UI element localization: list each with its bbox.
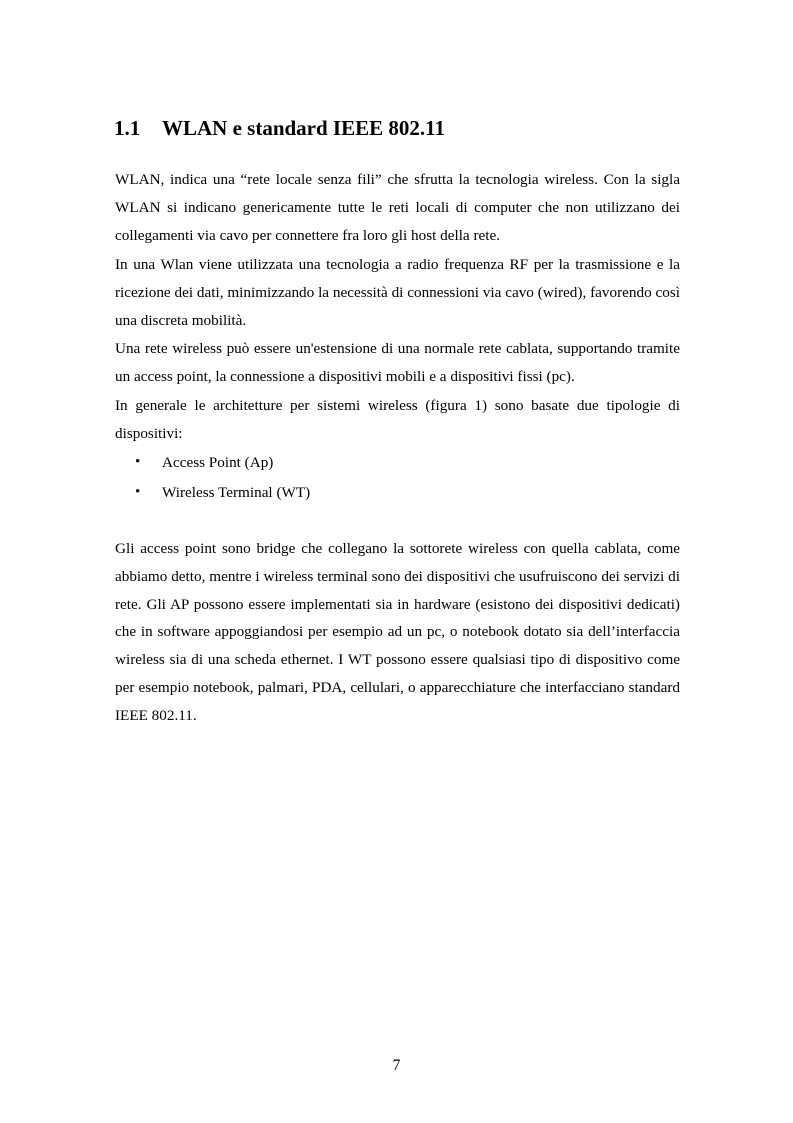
bullet-icon: • — [135, 454, 141, 471]
paragraph-architectures: In generale le architetture per sistemi wireless (figura 1) sono basate due tipologie di dispositivi: — [115, 396, 680, 442]
paragraph-wlan-definition: WLAN, indica una “rete locale senza fili” che sfrutta la tecnologia wireless. Con la sigla WLAN si indicano genericamente tutte le reti locali di computer che non utilizzano dei collegamenti via cavo per connettere fra loro gli host della rete. — [115, 171, 680, 245]
body-text — [115, 166, 680, 730]
bullet-icon: • — [135, 483, 141, 500]
list-item — [115, 448, 680, 478]
list-item — [115, 478, 680, 508]
device-type-list — [115, 448, 680, 507]
paragraph-rf-technology: In una Wlan viene utilizzata una tecnologia a radio frequenza RF per la trasmissione e la ricezione dei dati, minimizzando la necessità di connessioni via cavo (wired), favorendo così una discreta mobilità. — [115, 255, 680, 330]
section-title: WLAN e standard IEEE 802.11 — [162, 116, 445, 140]
paragraph-wireless-extension: Una rete wireless può essere un'estensione di una normale rete cablata, supportando tramite un access point, la connessione a dispositivi mobili e a dispositivi fissi (pc). — [115, 340, 680, 386]
page-number: 7 — [392, 1057, 401, 1074]
list-item-text: Access Point (Ap) — [162, 454, 274, 472]
paragraph-access-points: Gli access point sono bridge che collegano la sottorete wireless con quella cablata, come abbiamo detto, mentre i wireless terminal sono dei dispositivi che usufruiscono dei servizi di rete. Gli AP possono essere implementati sia in hardware (esistono dei dispositivi dedicati) che in software appoggiandosi per esempio ad un pc, o notebook dotato sia dell’interfaccia wireless sia di una scheda ethernet. I WT possono essere qualsiasi tipo di dispositivo come per esempio notebook, palmari, PDA, cellulari, o apparecchiature che interfacciano standard IEEE 802.11. — [115, 540, 680, 724]
paragraph-spacer — [115, 507, 680, 535]
section-heading — [114, 113, 684, 143]
list-item-text: Wireless Terminal (WT) — [162, 483, 311, 501]
section-number: 1.1 — [114, 116, 141, 140]
